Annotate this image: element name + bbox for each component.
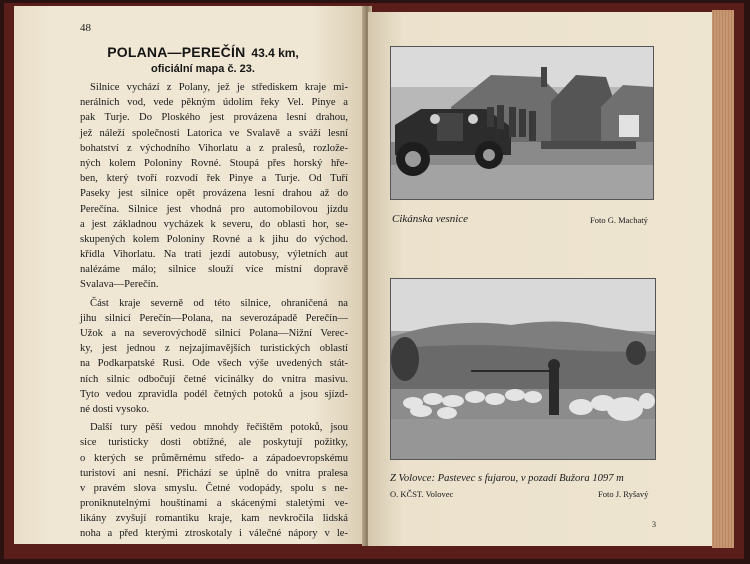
top-photo-credit: Foto G. Machatý [590,215,648,225]
photo-gypsy-village [390,46,654,200]
body-text-line: Perečína. Silnice jest vhodná pro automobilovou jízdu [80,203,348,215]
body-text-line: Užok a na severovýchodě silnicí Polana—Nižní Verec- [80,328,348,339]
left-page-number: 48 [80,22,91,34]
photo-gypsy-village-image [391,47,653,199]
body-text [80,80,348,542]
bottom-photo-source: O. KČST. Volovec [390,489,454,499]
body-text-line: a jest základnou vycházek k severu, do oblasti hor, se- [80,218,348,230]
route-name: POLANA—PEREČÍN [107,44,246,60]
body-text-line: nerálních vod, vede pěkným údolím řeky Vel. Pinye a [80,97,348,109]
body-text-line: Další tury pěší vedou mnohdy řečištěm potoků, jsou [90,422,348,434]
body-text-line: o kterých se průměrnému středo- a západoevropskému [80,452,348,464]
bottom-photo-caption: Z Volovce: Pastevec s fujarou, v pozadí Bužora 1097 m [390,473,624,484]
photo-shepherd [390,278,656,460]
body-text-line: jihu silnicí Perečín—Polana, na severozápadě Perečín— [80,312,348,324]
body-text-line: Silnice vychází z Polany, jež je střediskem kraje mi- [90,82,348,93]
photo-shepherd-image [391,279,655,459]
top-photo-caption: Cikánska vesnice [392,213,469,225]
body-text-line: Část kraje severně od této silnice, ohraničená na [90,297,348,309]
body-text-line: na Podkarpatské Rusi. Ode všech výše uvedených stát- [80,358,348,370]
body-text-line: jež náleží společnosti Latorica ve Svalavě a sváží lesní [80,127,348,139]
body-text-line: Paseky jest silnice opět provázena lesní drahou až do [80,188,348,200]
right-page-number: 3 [652,520,656,529]
bottom-photo-credit: Foto J. Ryšavý [598,489,649,499]
body-text-line: ky, jest jednou z nejzajímavějších turistických oblastí [80,343,348,355]
body-text-line: likány zvyšují romantiku kraje, kam nevkročila lidská [80,513,348,525]
body-text-line: sice turisticky dosti obtížné, ale poskytují požitky, [80,437,348,449]
body-text-line: ních silnic odbočují četné vicinálky do vnitra masivu. [80,373,348,385]
body-text-line: ben, který tvoří rozvodí řek Pinye a Turje. Od Tuří [80,173,348,185]
route-distance: 43.4 km, [251,46,299,60]
body-text-line: křídla Vihorlatu. Na trati jezdí autobusy, výletních aut [80,249,348,261]
body-text-line: noha a před kterými ztroskotaly i válečné nápory v le- [80,528,348,540]
body-text-line: né dosti vysoko. [80,403,150,415]
body-text-line: turistovi ani nesní. Přichází se úplně do vnitra pralesa [80,467,348,479]
body-text-line: skupených kolem Poloniny Rovné a k jihu do východ. [80,233,348,245]
body-text-line: ných kolem Poloniny Rovné. Stoupá přes horský hře- [80,157,348,169]
body-text-line: pak Turje. Do Ploského jest provázena lesní drahou, [80,112,348,124]
body-text-line: proniknutelnými houštinami a skácenými staletými ve- [80,498,348,510]
body-text-line: nalézáme málo; silnice slouží více místní dopravě [80,264,348,276]
body-text-line: v pravém slova smyslu. Četné vodopády, spolu s ne- [80,482,348,494]
page-edges [712,10,734,548]
route-map-reference: oficiální mapa č. 23. [151,63,255,75]
body-text-line: Svalava—Perečín. [80,279,159,291]
route-title [40,44,366,62]
body-text-line: Tyto vedou zpravidla podél četných potoků a jsou sjízd- [80,388,348,400]
body-text-line: bohatství z východního Vihorlatu a z pralesů, rozlože- [80,142,348,154]
